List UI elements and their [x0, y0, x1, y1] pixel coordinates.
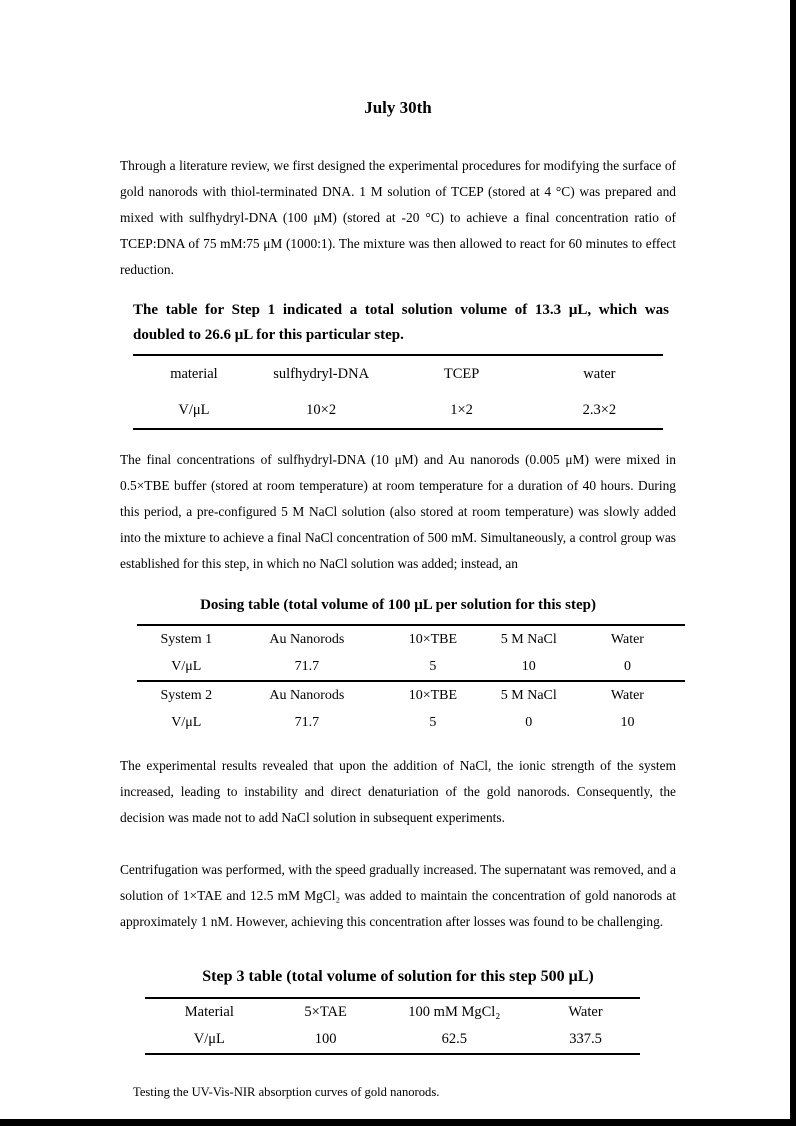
table-row — [137, 625, 685, 653]
table-row — [137, 681, 685, 709]
table-cell: 5×TAE — [304, 1004, 347, 1020]
table-cell: 1×2 — [450, 401, 473, 418]
table-cell: Water — [610, 631, 644, 647]
table-cell: System 1 — [160, 631, 213, 647]
page-title: July 30th — [364, 98, 432, 117]
paragraph-procedure-design: Through a literature review, we first designed the experimental procedures for modifying the surface of gold nanorods with thiol-terminated DNA. 1 M solution of TCEP (stored at 4 °C) was prepared and mixed with sulfhydryl-DNA (100 μM) (stored at -20 °C) to achieve a final concentration ratio of TCEP:DNA of 75 mM:75 μM (1000:1). The mixture was then allowed to react for 60 minutes to effect reduction. — [120, 158, 676, 277]
dosing-table-caption: Dosing table (total volume of 100 μL per solution for this step) — [200, 597, 596, 613]
table-cell: Water — [568, 1004, 603, 1020]
dosing-table — [137, 624, 685, 736]
table-cell: System 2 — [137, 681, 236, 709]
table-cell: V/μL — [171, 658, 202, 674]
step1-table — [133, 354, 663, 430]
table-row — [145, 998, 640, 1026]
step1-table-caption: The table for Step 1 indicated a total solution volume of 13.3 μL, which was doubled to 26.6 μL for this particular step. — [133, 302, 669, 343]
table-cell: 71.7 — [294, 658, 320, 674]
table-cell: V/μL — [193, 1031, 225, 1047]
table-cell: Water — [570, 681, 685, 709]
table-cell: 10×TBE — [408, 631, 458, 647]
table-cell: water — [583, 365, 616, 382]
table-cell: TCEP — [443, 365, 480, 382]
table-cell: 10 — [620, 714, 635, 730]
table-row — [137, 653, 685, 681]
table-cell: 10 — [521, 658, 536, 674]
table-cell: 337.5 — [569, 1031, 602, 1047]
table-cell: 2.3×2 — [582, 401, 617, 418]
table-cell: 71.7 — [294, 714, 320, 730]
step3-table — [145, 997, 640, 1055]
table-row — [145, 1026, 640, 1054]
table-cell: 5 M NaCl — [500, 631, 557, 647]
table-cell: Material — [184, 1004, 234, 1020]
step3-table-caption: Step 3 table (total volume of solution for this step 500 μL) — [202, 968, 594, 985]
table-cell: material — [170, 365, 218, 382]
table-cell: 10×TBE — [378, 681, 488, 709]
table-cell: 5 — [429, 658, 437, 674]
table-row — [133, 355, 663, 392]
page-edge-bottom — [0, 1119, 796, 1126]
table-row — [137, 709, 685, 736]
table-cell: 10×2 — [306, 401, 337, 418]
page-edge-right — [790, 0, 796, 1126]
paragraph-mixing-nacl: The final concentrations of sulfhydryl-DNA (10 μM) and Au nanorods (0.005 μM) were mixed in 0.5×TBE buffer (stored at room temperature) at room temperature for a duration of 40 hours. During this period, a pre-configured 5 M NaCl solution (also stored at room temperature) was slowly added into the mixture to achieve a final NaCl concentration of 500 mM. Simultaneously, a control group was established for this step, in which no NaCl solution was added; instead, an — [120, 452, 676, 571]
table-cell: 5 — [429, 714, 437, 730]
table-cell: Au Nanorods — [236, 681, 378, 709]
uv-vis-nir-note: Testing the UV-Vis-NIR absorption curves of gold nanorods. — [133, 1085, 440, 1099]
table-cell: 0 — [623, 658, 631, 674]
paragraph-centrifugation: Centrifugation was performed, with the speed gradually increased. The supernatant was removed, and a solution of 1×TAE and 12.5 mM MgCl₂ was added to maintain the concentration of gold nanorods at approximately 1 nM. However, achieving this concentration after losses was found to be challenging. — [120, 862, 676, 929]
table-cell: sulfhydryl-DNA — [273, 365, 370, 382]
table-cell: V/μL — [178, 401, 210, 418]
table-cell: 0 — [525, 714, 533, 730]
table-cell: 62.5 — [441, 1031, 468, 1047]
table-cell: V/μL — [171, 714, 202, 730]
table-cell: 100 mM MgCl₂ — [408, 1004, 501, 1020]
paragraph-nacl-results: The experimental results revealed that upon the addition of NaCl, the ionic strength of the system increased, leading to instability and direct denaturiation of the gold nanorods. Consequently, the decision was made not to add NaCl solution in subsequent experiments. — [120, 758, 676, 825]
table-cell: 5 M NaCl — [488, 681, 570, 709]
table-row — [133, 392, 663, 429]
table-cell: 100 — [314, 1031, 337, 1047]
table-cell: Au Nanorods — [269, 631, 345, 647]
